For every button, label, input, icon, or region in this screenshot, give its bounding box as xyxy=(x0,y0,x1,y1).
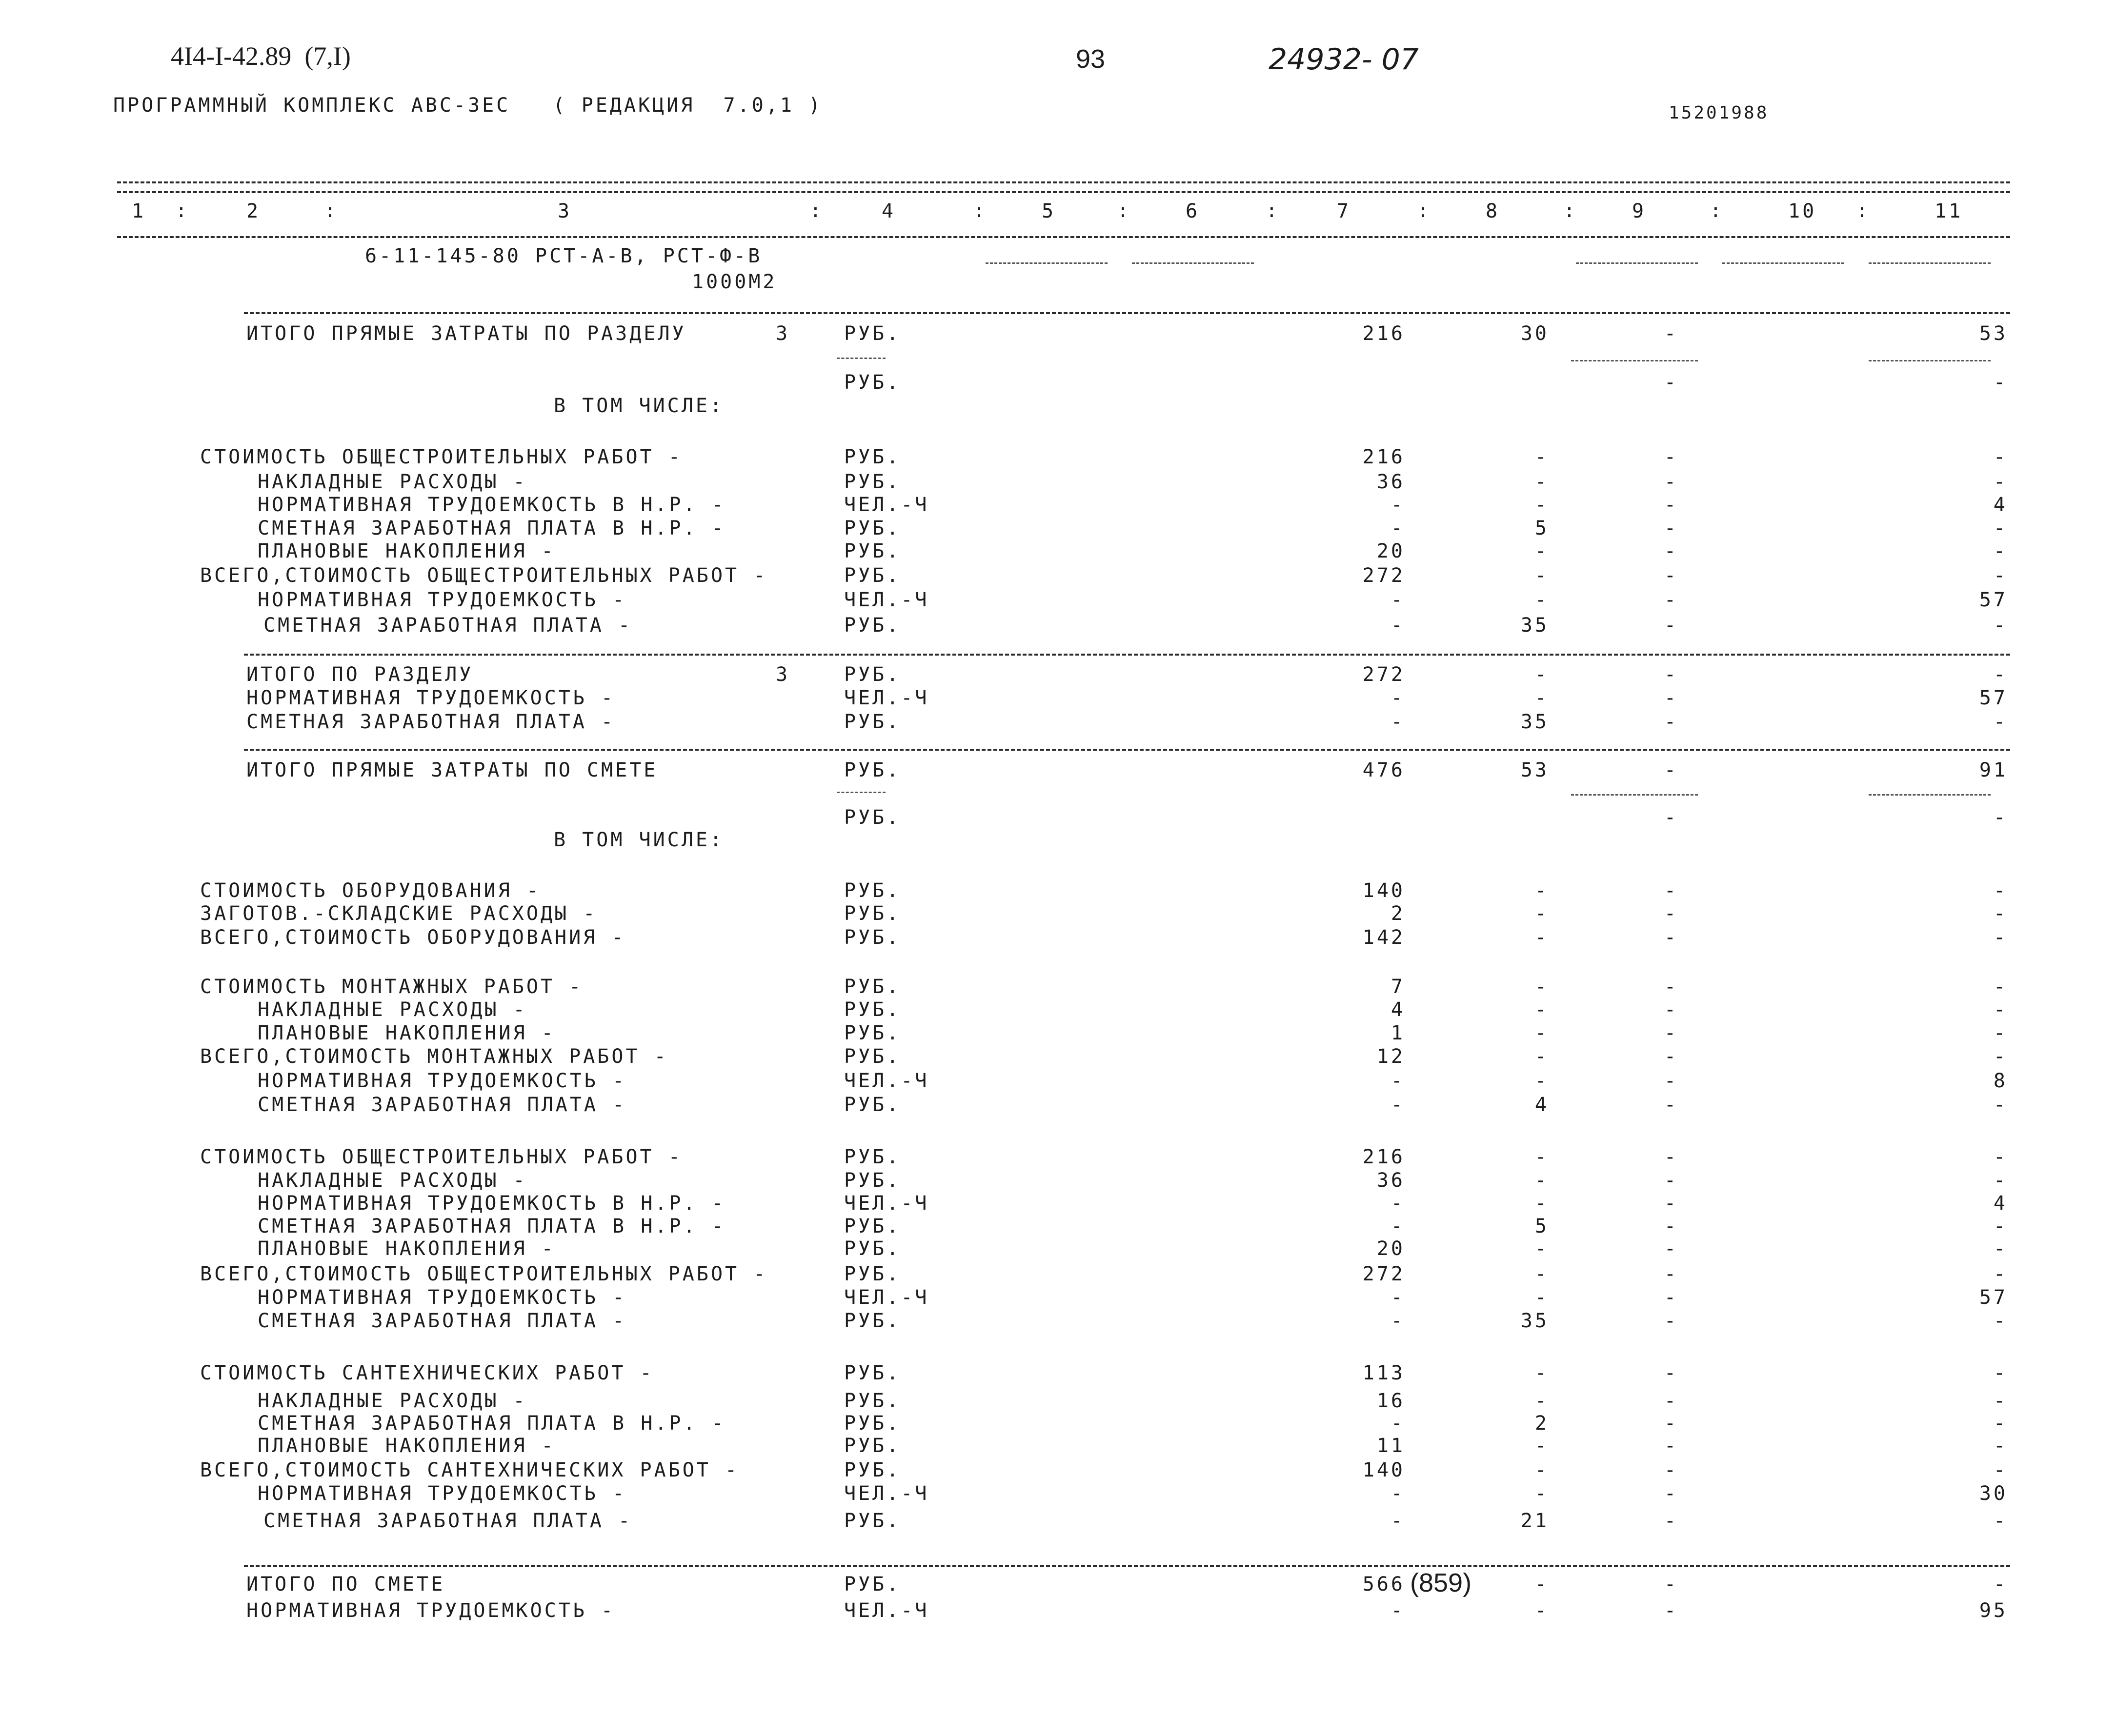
unit-cell: РУБ. xyxy=(844,926,901,949)
handwritten-total-note: (859) xyxy=(1410,1568,1472,1597)
row-label: ВСЕГО,СТОИМОСТЬ ОБЩЕСТРОИТЕЛЬНЫХ РАБОТ - xyxy=(200,564,768,587)
col9-value: - xyxy=(1664,1263,1678,1285)
unit-cell: РУБ. xyxy=(844,998,901,1021)
col7-value: 4 xyxy=(1391,998,1405,1021)
column-number: 8 xyxy=(1486,200,1500,222)
column-number: 5 xyxy=(1042,200,1056,222)
col8-value: - xyxy=(1534,663,1549,686)
col8-value: - xyxy=(1534,1599,1549,1622)
dash-mark xyxy=(986,262,1108,264)
col9-value: - xyxy=(1664,1599,1678,1622)
col11-value: - xyxy=(1993,564,2008,587)
col8-value: - xyxy=(1534,976,1549,998)
col9-value: - xyxy=(1664,494,1678,516)
col7-value: 1 xyxy=(1391,1022,1405,1044)
col9-value: - xyxy=(1664,589,1678,611)
unit-cell: РУБ. xyxy=(844,1146,901,1168)
unit-cell: РУБ. xyxy=(844,517,901,539)
col11-value: 57 xyxy=(1979,687,2008,709)
row-label: ИТОГО ПО РАЗДЕЛУ xyxy=(246,663,474,686)
col11-value: - xyxy=(1993,1169,2008,1192)
row-label: НОРМАТИВНАЯ ТРУДОЕМКОСТЬ В Н.Р. - xyxy=(258,1192,726,1215)
column-separator: : xyxy=(176,200,187,221)
col9-value: - xyxy=(1664,1310,1678,1332)
col7-value: - xyxy=(1391,1094,1405,1116)
unit-cell: РУБ. xyxy=(844,1435,901,1457)
row-label: ПЛАНОВЫЕ НАКОПЛЕНИЯ - xyxy=(258,1435,556,1457)
col8-value: - xyxy=(1534,589,1549,611)
column-separator: : xyxy=(1710,200,1721,221)
col9-value: - xyxy=(1664,614,1678,637)
row-label: НАКЛАДНЫЕ РАСХОДЫ - xyxy=(258,1169,527,1192)
row-label: СТОИМОСТЬ САНТЕХНИЧЕСКИХ РАБОТ - xyxy=(200,1362,654,1384)
col8-value: - xyxy=(1534,1146,1549,1168)
unit-cell: ЧЕЛ.-Ч xyxy=(844,494,929,516)
col8-value: - xyxy=(1534,1169,1549,1192)
col8-value: - xyxy=(1534,564,1549,587)
row-label: СТОИМОСТЬ ОБОРУДОВАНИЯ - xyxy=(200,879,541,902)
row-label: СТОИМОСТЬ ОБЩЕСТРОИТЕЛЬНЫХ РАБОТ - xyxy=(200,446,683,468)
column-separator: : xyxy=(1117,200,1129,221)
col9-value: - xyxy=(1664,806,1678,829)
col7-value: - xyxy=(1391,1482,1405,1505)
unit-cell: РУБ. xyxy=(844,371,901,394)
unit-cell: РУБ. xyxy=(844,1263,901,1285)
col11-value: - xyxy=(1993,1390,2008,1412)
col11-value: 91 xyxy=(1979,759,2008,781)
col8-value: - xyxy=(1534,1237,1549,1260)
col11-value: - xyxy=(1993,1412,2008,1435)
col7-value: - xyxy=(1391,1599,1405,1622)
unit-cell: РУБ. xyxy=(844,976,901,998)
col11-value: - xyxy=(1993,517,2008,539)
col8-value: - xyxy=(1534,494,1549,516)
row-label: НОРМАТИВНАЯ ТРУДОЕМКОСТЬ - xyxy=(258,1482,627,1505)
unit-cell: РУБ. xyxy=(844,879,901,902)
col9-value: - xyxy=(1664,711,1678,733)
col8-value: - xyxy=(1534,1390,1549,1412)
col8-value: - xyxy=(1534,926,1549,949)
row-label: НОРМАТИВНАЯ ТРУДОЕМКОСТЬ - xyxy=(258,589,627,611)
dash-mark xyxy=(1869,262,1991,264)
row-label: ВСЕГО,СТОИМОСТЬ МОНТАЖНЫХ РАБОТ - xyxy=(200,1045,668,1068)
handwritten-code: 24932- 07 xyxy=(1269,42,1419,77)
col8-value: - xyxy=(1534,879,1549,902)
row-label: ЗАГОТОВ.-СКЛАДСКИЕ РАСХОДЫ - xyxy=(200,902,598,925)
col8-value: - xyxy=(1534,446,1549,468)
col7-value: 2 xyxy=(1391,902,1405,925)
unit-cell: РУБ. xyxy=(844,1094,901,1116)
col8-value: - xyxy=(1534,998,1549,1021)
col11-value: - xyxy=(1993,806,2008,829)
column-separator: : xyxy=(1417,200,1429,221)
col9-value: - xyxy=(1664,446,1678,468)
col8-value: 35 xyxy=(1520,711,1549,733)
col7-value: - xyxy=(1391,614,1405,637)
col11-value: - xyxy=(1993,976,2008,998)
col8-value: - xyxy=(1534,1286,1549,1309)
col11-value: - xyxy=(1993,879,2008,902)
col7-value: 20 xyxy=(1376,540,1405,562)
column-separator: : xyxy=(973,200,985,221)
row-label: СМЕТНАЯ ЗАРАБОТНАЯ ПЛАТА - xyxy=(246,711,616,733)
unit-cell: ЧЕЛ.-Ч xyxy=(844,1599,929,1622)
unit-cell: ЧЕЛ.-Ч xyxy=(844,1070,929,1092)
col9-value: - xyxy=(1664,540,1678,562)
col9-value: - xyxy=(1664,663,1678,686)
col9-value: - xyxy=(1664,1045,1678,1068)
col9-value: - xyxy=(1664,1169,1678,1192)
row-label: ПЛАНОВЫЕ НАКОПЛЕНИЯ - xyxy=(258,1237,556,1260)
col7-value: 113 xyxy=(1362,1362,1405,1384)
col7-value: 36 xyxy=(1376,1169,1405,1192)
row-label: СМЕТНАЯ ЗАРАБОТНАЯ ПЛАТА В Н.Р. - xyxy=(258,517,726,539)
row-label: В ТОМ ЧИСЛЕ: xyxy=(554,829,724,851)
column-number: 1 xyxy=(132,200,146,222)
program-line: ПРОГРАММНЫЙ КОМПЛЕКС АВС-3ЕС ( РЕДАКЦИЯ 7.0,1 ) xyxy=(113,94,823,117)
column-number: 11 xyxy=(1935,200,1963,222)
col9-value: - xyxy=(1664,1215,1678,1237)
col8-value: 30 xyxy=(1520,322,1549,345)
dash-mark xyxy=(837,358,886,359)
col11-value: - xyxy=(1993,1263,2008,1285)
col9-value: - xyxy=(1664,976,1678,998)
col8-value: - xyxy=(1534,1482,1549,1505)
unit-cell: ЧЕЛ.-Ч xyxy=(844,687,929,709)
col11-value: - xyxy=(1993,1094,2008,1116)
col9-value: - xyxy=(1664,902,1678,925)
row-label: СМЕТНАЯ ЗАРАБОТНАЯ ПЛАТА В Н.Р. - xyxy=(258,1412,726,1435)
unit-cell: РУБ. xyxy=(844,1215,901,1237)
header-top-rule xyxy=(117,181,2010,183)
unit-cell: РУБ. xyxy=(844,1412,901,1435)
col9-value: - xyxy=(1664,687,1678,709)
col11-value: - xyxy=(1993,998,2008,1021)
col8-value: 35 xyxy=(1520,1310,1549,1332)
row-label: НАКЛАДНЫЕ РАСХОДЫ - xyxy=(258,998,527,1021)
col9-value: - xyxy=(1664,1510,1678,1532)
column-number: 7 xyxy=(1337,200,1351,222)
col8-value: - xyxy=(1534,1435,1549,1457)
col7-value: - xyxy=(1391,1192,1405,1215)
col9-value: - xyxy=(1664,1435,1678,1457)
header-top-rule-2 xyxy=(117,191,2010,193)
col8-value: 35 xyxy=(1520,614,1549,637)
col7-value: - xyxy=(1391,1215,1405,1237)
col9-value: - xyxy=(1664,1070,1678,1092)
document-code: 4I4-I-42.89 (7,I) xyxy=(171,41,351,71)
col7-value: 272 xyxy=(1362,663,1405,686)
col11-value: - xyxy=(1993,446,2008,468)
col8-value: 53 xyxy=(1520,759,1549,781)
unit-cell: РУБ. xyxy=(844,902,901,925)
unit-cell: РУБ. xyxy=(844,1237,901,1260)
unit-cell: РУБ. xyxy=(844,614,901,637)
col7-value: - xyxy=(1391,494,1405,516)
col9-value: - xyxy=(1664,322,1678,345)
col11-value: - xyxy=(1993,614,2008,637)
col8-value: - xyxy=(1534,1022,1549,1044)
column-number: 9 xyxy=(1632,200,1647,222)
row-label: ИТОГО ПРЯМЫЕ ЗАТРАТЫ ПО СМЕТЕ xyxy=(246,759,658,781)
col7-value: - xyxy=(1391,687,1405,709)
col9-value: - xyxy=(1664,471,1678,493)
unit-cell: ЧЕЛ.-Ч xyxy=(844,589,929,611)
unit-cell: РУБ. xyxy=(844,540,901,562)
col7-value: - xyxy=(1391,1286,1405,1309)
row-label: НОРМАТИВНАЯ ТРУДОЕМКОСТЬ - xyxy=(246,687,616,709)
col9-value: - xyxy=(1664,1362,1678,1384)
col9-value: - xyxy=(1664,759,1678,781)
row-label: НАКЛАДНЫЕ РАСХОДЫ - xyxy=(258,1390,527,1412)
col11-value: 8 xyxy=(1993,1070,2008,1092)
col11-value: - xyxy=(1993,1459,2008,1481)
col11-value: 57 xyxy=(1979,1286,2008,1309)
col9-value: - xyxy=(1664,1237,1678,1260)
unit-cell: РУБ. xyxy=(844,663,901,686)
unit-cell: ЧЕЛ.-Ч xyxy=(844,1192,929,1215)
unit-cell: РУБ. xyxy=(844,711,901,733)
row-label: ПЛАНОВЫЕ НАКОПЛЕНИЯ - xyxy=(258,1022,556,1044)
row-label: ВСЕГО,СТОИМОСТЬ ОБЩЕСТРОИТЕЛЬНЫХ РАБОТ - xyxy=(200,1263,768,1285)
dash-mark xyxy=(1132,262,1254,264)
col7-value: - xyxy=(1391,1510,1405,1532)
unit-cell: РУБ. xyxy=(844,1459,901,1481)
col9-value: - xyxy=(1664,1390,1678,1412)
col7-value: 16 xyxy=(1376,1390,1405,1412)
row-label: СМЕТНАЯ ЗАРАБОТНАЯ ПЛАТА - xyxy=(263,614,633,637)
row-label: СМЕТНАЯ ЗАРАБОТНАЯ ПЛАТА В Н.Р. - xyxy=(258,1215,726,1237)
col11-value: 30 xyxy=(1979,1482,2008,1505)
col11-value: 95 xyxy=(1979,1599,2008,1622)
col11-value: - xyxy=(1993,1146,2008,1168)
col9-value: - xyxy=(1664,1482,1678,1505)
dash-mark xyxy=(1571,360,1698,361)
col7-value: 566 xyxy=(1362,1573,1405,1596)
unit-cell: РУБ. xyxy=(844,322,901,345)
col11-value: - xyxy=(1993,663,2008,686)
page-number: 93 xyxy=(1076,44,1106,74)
unit-cell: РУБ. xyxy=(844,1362,901,1384)
col7-value: 12 xyxy=(1376,1045,1405,1068)
col7-value: 216 xyxy=(1362,1146,1405,1168)
col11-value: - xyxy=(1993,1435,2008,1457)
row-label: СМЕТНАЯ ЗАРАБОТНАЯ ПЛАТА - xyxy=(263,1510,633,1532)
col11-value: - xyxy=(1993,1510,2008,1532)
col9-value: - xyxy=(1664,517,1678,539)
dash-mark xyxy=(1869,360,1991,361)
row-label: НОРМАТИВНАЯ ТРУДОЕМКОСТЬ - xyxy=(258,1286,627,1309)
col7-value: - xyxy=(1391,1412,1405,1435)
col7-value: 36 xyxy=(1376,471,1405,493)
date-code: 15201988 xyxy=(1669,103,1769,123)
col7-value: 20 xyxy=(1376,1237,1405,1260)
unit-cell: РУБ. xyxy=(844,1510,901,1532)
col9-value: - xyxy=(1664,879,1678,902)
col11-value: - xyxy=(1993,1310,2008,1332)
row-label: ПЛАНОВЫЕ НАКОПЛЕНИЯ - xyxy=(258,540,556,562)
col9-value: - xyxy=(1664,1192,1678,1215)
col8-value: 5 xyxy=(1534,517,1549,539)
dash-mark xyxy=(1571,794,1698,796)
dash-mark xyxy=(1722,262,1844,264)
unit-cell: РУБ. xyxy=(844,806,901,829)
col7-value: 11 xyxy=(1376,1435,1405,1457)
unit-cell: РУБ. xyxy=(844,1022,901,1044)
col8-value: 5 xyxy=(1534,1215,1549,1237)
section-number: 3 xyxy=(776,322,790,345)
col9-value: - xyxy=(1664,1286,1678,1309)
col7-value: 272 xyxy=(1362,1263,1405,1285)
column-separator: : xyxy=(324,200,336,221)
column-separator: : xyxy=(1856,200,1868,221)
col9-value: - xyxy=(1664,1573,1678,1596)
column-number: 10 xyxy=(1788,200,1817,222)
unit-cell: РУБ. xyxy=(844,1169,901,1192)
unit-cell: РУБ. xyxy=(844,1390,901,1412)
column-separator: : xyxy=(1266,200,1277,221)
col8-value: - xyxy=(1534,540,1549,562)
col9-value: - xyxy=(1664,1022,1678,1044)
col11-value: - xyxy=(1993,540,2008,562)
row-label: ВСЕГО,СТОИМОСТЬ ОБОРУДОВАНИЯ - xyxy=(200,926,626,949)
row-label: СТОИМОСТЬ МОНТАЖНЫХ РАБОТ - xyxy=(200,976,584,998)
unit-cell: РУБ. xyxy=(844,1045,901,1068)
col7-value: 216 xyxy=(1362,446,1405,468)
norm-unit: 1000М2 xyxy=(692,271,777,293)
unit-cell: РУБ. xyxy=(844,1573,901,1596)
unit-cell: ЧЕЛ.-Ч xyxy=(844,1286,929,1309)
unit-cell: РУБ. xyxy=(844,564,901,587)
col11-value: 57 xyxy=(1979,589,2008,611)
section-rule xyxy=(244,1565,2010,1567)
col8-value: - xyxy=(1534,1070,1549,1092)
col7-value: 7 xyxy=(1391,976,1405,998)
col11-value: - xyxy=(1993,1022,2008,1044)
column-number: 4 xyxy=(882,200,896,222)
col7-value: 140 xyxy=(1362,1459,1405,1481)
col11-value: - xyxy=(1993,471,2008,493)
col9-value: - xyxy=(1664,371,1678,394)
col8-value: - xyxy=(1534,687,1549,709)
col11-value: 4 xyxy=(1993,494,2008,516)
row-label: ИТОГО ПРЯМЫЕ ЗАТРАТЫ ПО РАЗДЕЛУ xyxy=(246,322,686,345)
col11-value: 53 xyxy=(1979,322,2008,345)
col11-value: - xyxy=(1993,1045,2008,1068)
col7-value: - xyxy=(1391,1310,1405,1332)
col11-value: - xyxy=(1993,711,2008,733)
norm-reference: 6-11-145-80 РСТ-А-В, РСТ-Ф-В xyxy=(365,245,763,267)
col11-value: - xyxy=(1993,371,2008,394)
dash-mark xyxy=(837,792,886,793)
col8-value: - xyxy=(1534,1573,1549,1596)
col9-value: - xyxy=(1664,1146,1678,1168)
row-label: НОРМАТИВНАЯ ТРУДОЕМКОСТЬ В Н.Р. - xyxy=(258,494,726,516)
col11-value: - xyxy=(1993,1237,2008,1260)
unit-cell: РУБ. xyxy=(844,446,901,468)
col9-value: - xyxy=(1664,1459,1678,1481)
col8-value: - xyxy=(1534,1459,1549,1481)
col7-value: 216 xyxy=(1362,322,1405,345)
col7-value: 272 xyxy=(1362,564,1405,587)
col8-value: - xyxy=(1534,1045,1549,1068)
dash-mark xyxy=(1576,262,1698,264)
col9-value: - xyxy=(1664,564,1678,587)
col8-value: 2 xyxy=(1534,1412,1549,1435)
col7-value: - xyxy=(1391,589,1405,611)
col7-value: - xyxy=(1391,517,1405,539)
col11-value: 4 xyxy=(1993,1192,2008,1215)
col8-value: - xyxy=(1534,902,1549,925)
col11-value: - xyxy=(1993,1215,2008,1237)
row-label: ИТОГО ПО СМЕТЕ xyxy=(246,1573,445,1596)
col11-value: - xyxy=(1993,902,2008,925)
col11-value: - xyxy=(1993,926,2008,949)
row-label: СМЕТНАЯ ЗАРАБОТНАЯ ПЛАТА - xyxy=(258,1310,627,1332)
col7-value: - xyxy=(1391,711,1405,733)
row-label: НОРМАТИВНАЯ ТРУДОЕМКОСТЬ - xyxy=(258,1070,627,1092)
col9-value: - xyxy=(1664,926,1678,949)
col8-value: - xyxy=(1534,1362,1549,1384)
row-label: СТОИМОСТЬ ОБЩЕСТРОИТЕЛЬНЫХ РАБОТ - xyxy=(200,1146,683,1168)
col8-value: 4 xyxy=(1534,1094,1549,1116)
col8-value: - xyxy=(1534,1263,1549,1285)
col9-value: - xyxy=(1664,1094,1678,1116)
column-number: 3 xyxy=(558,200,572,222)
section-rule xyxy=(244,749,2010,751)
section-rule xyxy=(244,312,2010,314)
section-rule xyxy=(244,654,2010,656)
row-label: НОРМАТИВНАЯ ТРУДОЕМКОСТЬ - xyxy=(246,1599,616,1622)
col7-value: 140 xyxy=(1362,879,1405,902)
column-number: 2 xyxy=(246,200,261,222)
unit-cell: РУБ. xyxy=(844,1310,901,1332)
unit-cell: ЧЕЛ.-Ч xyxy=(844,1482,929,1505)
col7-value: - xyxy=(1391,1070,1405,1092)
row-label: ВСЕГО,СТОИМОСТЬ САНТЕХНИЧЕСКИХ РАБОТ - xyxy=(200,1459,740,1481)
unit-cell: РУБ. xyxy=(844,759,901,781)
col8-value: - xyxy=(1534,471,1549,493)
row-label: В ТОМ ЧИСЛЕ: xyxy=(554,395,724,417)
column-number: 6 xyxy=(1186,200,1200,222)
column-separator: : xyxy=(810,200,821,221)
col11-value: - xyxy=(1993,1362,2008,1384)
section-number: 3 xyxy=(776,663,790,686)
col7-value: 142 xyxy=(1362,926,1405,949)
col8-value: - xyxy=(1534,1192,1549,1215)
col9-value: - xyxy=(1664,1412,1678,1435)
col9-value: - xyxy=(1664,998,1678,1021)
unit-cell: РУБ. xyxy=(844,471,901,493)
col8-value: 21 xyxy=(1520,1510,1549,1532)
header-bottom-rule xyxy=(117,236,2010,238)
column-separator: : xyxy=(1564,200,1575,221)
col11-value: - xyxy=(1993,1573,2008,1596)
row-label: НАКЛАДНЫЕ РАСХОДЫ - xyxy=(258,471,527,493)
dash-mark xyxy=(1869,794,1991,796)
col7-value: 476 xyxy=(1362,759,1405,781)
row-label: СМЕТНАЯ ЗАРАБОТНАЯ ПЛАТА - xyxy=(258,1094,627,1116)
